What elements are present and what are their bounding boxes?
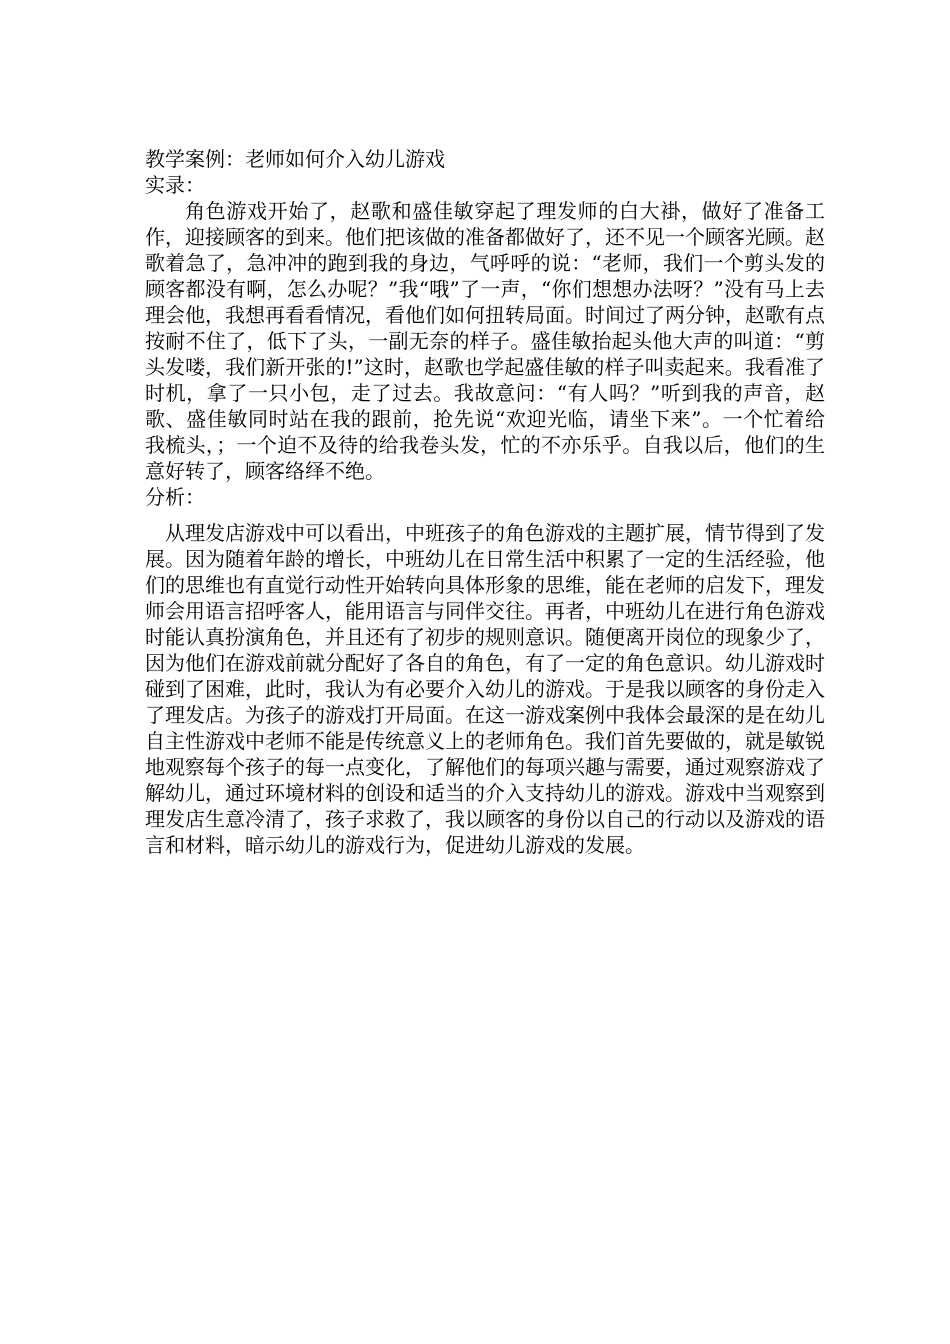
- analysis-section-label: 分析：: [145, 485, 205, 509]
- document-body: [145, 146, 825, 858]
- record-section-label: 实录：: [145, 173, 205, 197]
- analysis-paragraph: 从理发店游戏中可以看出，中班孩子的角色游戏的主题扩展，情节得到了发展。因为随着年龄的增长，中班幼儿在日常生活中积累了一定的生活经验，他们的思维也有直觉行动性开始转向具体形象的思维，能在老师的启发下，理发师会用语言招呼客人，能用语言与同伴交往。再者，中班幼儿在进行角色游戏时能认真扮演角色，并且还有了初步的规则意识。随便离开岗位的现象少了，因为他们在游戏前就分配好了各自的角色，有了一定的角色意识。幼儿游戏时碰到了困难，此时，我认为有必要介入幼儿的游戏。于是我以顾客的身份走入了理发店。为孩子的游戏打开局面。在这一游戏案例中我体会最深的是在幼儿自主性游戏中老师不能是传统意义上的老师角色。我们首先要做的，就是敏锐地观察每个孩子的每一点变化，了解他们的每项兴趣与需要，通过观察游戏了解幼儿，通过环境材料的创设和适当的介入支持幼儿的游戏。游戏中当观察到理发店生意冷清了，孩子求救了，我以顾客的身份以自己的行动以及游戏的语言和材料，暗示幼儿的游戏行为，促进幼儿游戏的发展。: [145, 521, 825, 857]
- document-title: 教学案例：老师如何介入幼儿游戏: [145, 147, 445, 171]
- record-paragraph: 角色游戏开始了，赵歌和盛佳敏穿起了理发师的白大褂，做好了准备工作，迎接顾客的到来。他们把该做的准备都做好了，还不见一个顾客光顾。赵歌着急了，急冲冲的跑到我的身边，气呼呼的说：“老师，我们一个剪头发的顾客都没有啊，怎么办呢？”我“哦”了一声，“你们想想办法呀？”没有马上去理会他，我想再看看情况，看他们如何扭转局面。时间过了两分钟，赵歌有点按耐不住了，低下了头，一副无奈的样子。盛佳敏抬起头他大声的叫道：“剪头发喽，我们新开张的!”这时，赵歌也学起盛佳敏的样子叫卖起来。我看准了时机，拿了一只小包，走了过去。我故意问：“有人吗？”听到我的声音，赵歌、盛佳敏同时站在我的跟前，抢先说“欢迎光临，请坐下来”。一个忙着给我梳头，；一个迫不及待的给我卷头发，忙的不亦乐乎。自我以后，他们的生意好转了，顾客络绎不绝。: [145, 199, 825, 483]
